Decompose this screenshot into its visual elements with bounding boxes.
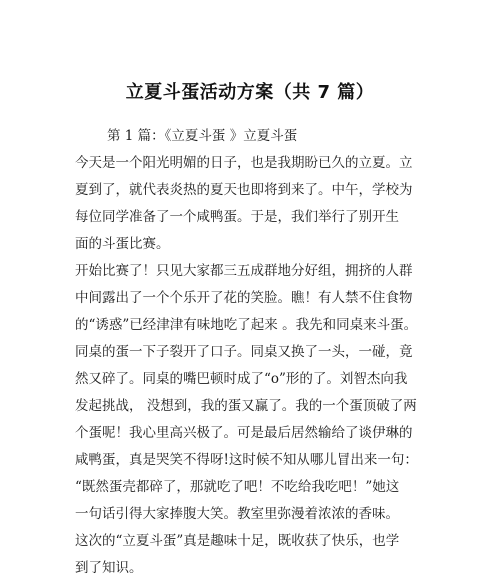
paragraph-line: 开始比赛了！只见大家都三五成群地分好组，拥挤的人群 <box>75 263 413 279</box>
paragraph-line: 这次的“立夏斗蛋”真是趣味十足，既收获了快乐，也学 <box>75 533 400 549</box>
paragraph-line: 个蛋呢！我心里高兴极了。可是最后居然输给了谈伊琳的 <box>75 425 413 441</box>
paragraph-line: 然又碎了。同桌的嘴巴顿时成了“o”形的了。刘智杰向我 <box>75 371 408 387</box>
section-heading: 第 1 篇：《立夏斗蛋 》立夏斗蛋 <box>107 128 298 144</box>
paragraph-line: 到了知识。 <box>75 560 143 576</box>
paragraph-line: 咸鸭蛋，真是哭笑不得呀!这时候不知从哪儿冒出来一句： <box>75 452 418 468</box>
paragraph-line: “既然蛋壳都碎了，那就吃了吧！不吃给我吃吧！”她这 <box>75 479 400 495</box>
document-title: 立夏斗蛋活动方案（共 7 篇） <box>125 82 375 103</box>
paragraph-line: 的“诱惑”已经津津有味地吃了起来 。我先和同桌来斗蛋。 <box>75 317 418 333</box>
paragraph-line: 一句话引得大家捧腹大笑。教室里弥漫着浓浓的香味。 <box>75 506 399 522</box>
paragraph-line: 每位同学准备了一个咸鸭蛋。于是，我们举行了别开生 <box>75 209 399 225</box>
document-body <box>75 123 435 582</box>
paragraph-line: 发起挑战， 没想到，我的蛋又赢了。我的一个蛋顶破了两 <box>75 398 417 414</box>
paragraph-line: 今天是一个阳光明媚的日子，也是我期盼已久的立夏。立 <box>75 155 413 171</box>
paragraph-line: 中间露出了一个个乐开了花的笑脸。瞧！有人禁不住食物 <box>75 290 413 306</box>
paragraph-line: 夏到了，就代表炎热的夏天也即将到来了。中午，学校为 <box>75 182 413 198</box>
paragraph-line: 同桌的蛋一下子裂开了口子。同桌又换了一头，一碰，竟 <box>75 344 413 360</box>
paragraph-line: 面的斗蛋比赛。 <box>75 236 170 252</box>
